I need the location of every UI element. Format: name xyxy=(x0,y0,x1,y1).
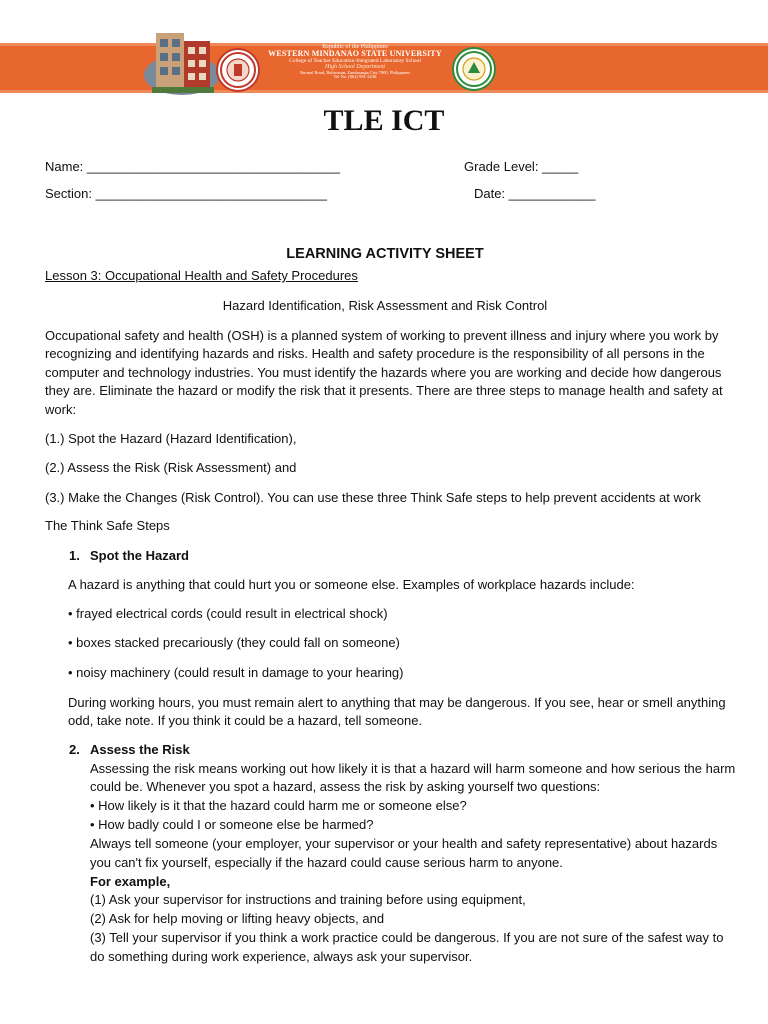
example-item: do something during work experience, always ask your supervisor. xyxy=(90,949,473,964)
section1-closing: During working hours, you must remain alert to anything that may be dangerous. If you see, hear or smell anything xyxy=(68,695,726,710)
section2-text: you can't fix yourself, especially if the hazard could cause serious harm to anyone. xyxy=(90,855,563,870)
section2-title: Assess the Risk xyxy=(90,742,190,757)
header-college: College of Teacher Education-Integrated Laboratory School xyxy=(289,57,421,64)
institution-header xyxy=(262,44,448,80)
example-item: (2) Ask for help moving or lifting heavy objects, and xyxy=(90,911,385,926)
sheet-heading: LEARNING ACTIVITY SHEET xyxy=(286,246,484,262)
section-field[interactable]: Section: ________________________________ xyxy=(45,186,327,201)
school-building-image xyxy=(142,15,222,97)
date-field[interactable]: Date: ____________ xyxy=(474,186,596,201)
example-label: For example, xyxy=(90,874,171,889)
section2-number: 2. xyxy=(69,742,80,757)
school-seal-icon xyxy=(452,47,496,91)
hazard-example: • frayed electrical cords (could result in electrical shock) xyxy=(68,606,388,621)
section2-text: Assessing the risk means working out how likely it is that a hazard will harm someone and how serious the harm xyxy=(90,761,736,776)
step-item: (2.) Assess the Risk (Risk Assessment) and xyxy=(45,460,297,475)
step-item: (1.) Spot the Hazard (Hazard Identification), xyxy=(45,431,297,446)
example-item: (3) Tell your supervisor if you think a work practice could be dangerous. If you are not sure of the safest way to xyxy=(90,930,724,945)
header-department: High School Department xyxy=(325,64,385,71)
section1-closing: odd, take note. If you think it could be a hazard, tell someone. xyxy=(68,713,423,728)
intro-line: work: xyxy=(45,402,77,417)
step-item: (3.) Make the Changes (Risk Control). You can use these three Think Safe steps to help prevent accidents at work xyxy=(45,490,701,505)
document-title: TLE ICT xyxy=(323,104,445,137)
section2-text: could be. Whenever you spot a hazard, assess the risk by asking yourself two questions: xyxy=(90,779,601,794)
hazard-example: • boxes stacked precariously (they could fall on someone) xyxy=(68,635,400,650)
section2-question: • How likely is it that the hazard could harm me or someone else? xyxy=(90,798,467,813)
example-item: (1) Ask your supervisor for instructions and training before using equipment, xyxy=(90,892,526,907)
section-subheading: Hazard Identification, Risk Assessment and Risk Control xyxy=(222,298,548,313)
intro-line: Occupational safety and health (OSH) is a planned system of working to prevent illness and injury where you work by xyxy=(45,328,719,343)
section2-text: Always tell someone (your employer, your supervisor or your health and safety representative) about hazards xyxy=(90,836,718,851)
header-telephone: Tel No. (062) 991-4236 xyxy=(333,74,377,80)
lesson-title: Lesson 3: Occupational Health and Safety Procedures xyxy=(45,268,358,283)
banner-bottom-stripe xyxy=(0,90,768,93)
section1-number: 1. xyxy=(69,548,80,563)
header-university-name: WESTERN MINDANAO STATE UNIVERSITY xyxy=(268,49,442,59)
hazard-example: • noisy machinery (could result in damage to your hearing) xyxy=(68,665,404,680)
name-field[interactable]: Name: ___________________________________ xyxy=(45,159,340,174)
section1-title: Spot the Hazard xyxy=(90,548,189,563)
grade-level-field[interactable]: Grade Level: _____ xyxy=(464,159,579,174)
intro-line: they are. Eliminate the hazard or modify the risk that it presents. There are three steps to manage health and safety at xyxy=(45,383,723,398)
header-address: Normal Road, Baliwasan, Zamboanga City 7000, Philippines xyxy=(299,69,411,75)
section2-question: • How badly could I or someone else be harmed? xyxy=(90,817,374,832)
think-safe-heading: The Think Safe Steps xyxy=(45,518,170,533)
university-seal-icon xyxy=(216,48,260,92)
header-line-republic: Republic of the Philippines xyxy=(322,44,388,50)
intro-line: computer and technology industries. You must identify the hazards where you are working and decide how dangerous xyxy=(45,365,722,380)
section1-intro: A hazard is anything that could hurt you or someone else. Examples of workplace hazards include: xyxy=(68,577,635,592)
intro-line: recognizing and identifying hazards and risks. Health and safety procedure is the responsibility of all persons in the xyxy=(45,346,705,361)
